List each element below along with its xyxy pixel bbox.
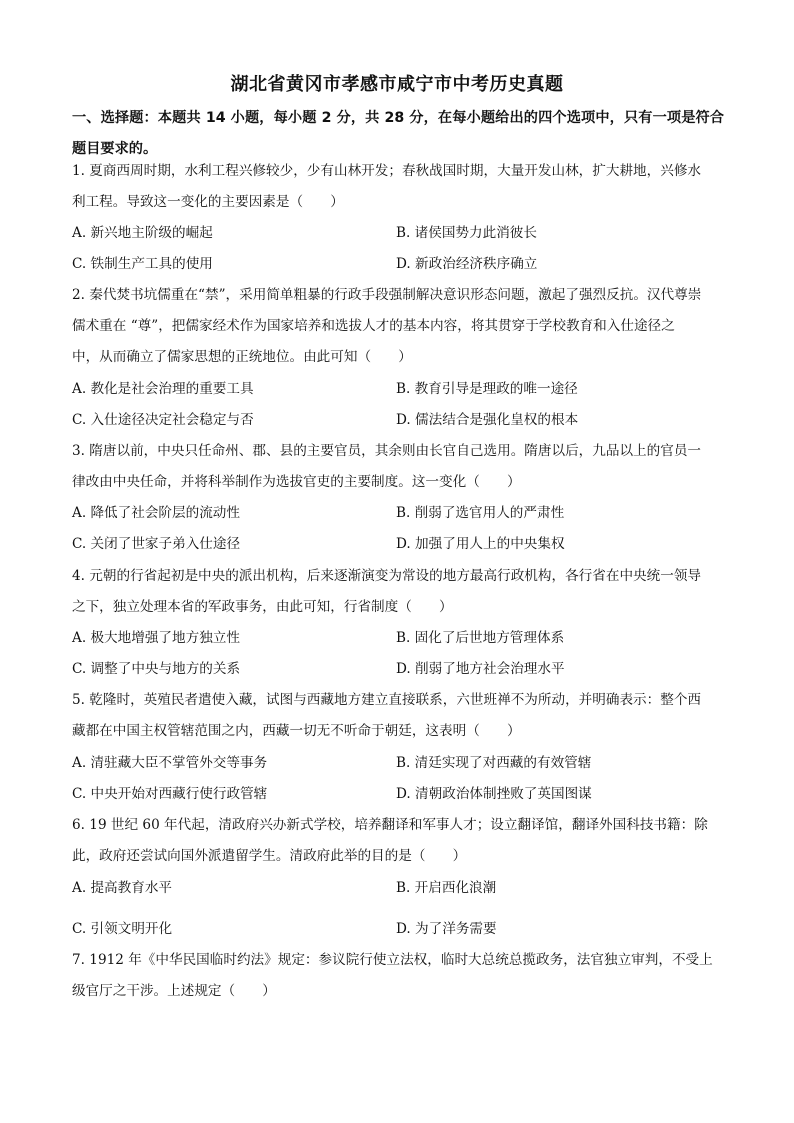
question-2-stem-line-2: 儒术重在 “尊”，把儒家经术作为国家培养和选拔人才的基本内容，将其贯穿于学校教育和入仕途径之 [72,318,675,334]
question-3-stem-line-2: 律改由中央任命，并将科举制作为选拔官吏的主要制度。这一变化（ ） [72,474,521,490]
question-2-stem-line-3: 中，从而确立了儒家思想的正统地位。由此可知（ ） [72,349,412,365]
question-5-option-d: D. 清朝政治体制挫败了英国图谋 [396,786,592,802]
question-2-stem-line-1: 2. 秦代焚书坑儒重在“禁”，采用简单粗暴的行政手段强制解决意识形态问题，激起了强烈反抗。汉代尊崇 [72,287,702,303]
question-5-option-a: A. 清驻藏大臣不掌管外交等事务 [72,755,268,771]
question-7-stem-line-1: 7. 1912 年《中华民国临时约法》规定：参议院行使立法权，临时大总统总揽政务，法官独立审判，不受上 [72,952,713,968]
question-2-option-a: A. 教化是社会治理的重要工具 [72,381,254,397]
question-4-option-d: D. 削弱了地方社会治理水平 [396,661,565,677]
question-4-option-c: C. 调整了中央与地方的关系 [72,661,241,677]
question-1-option-d: D. 新政治经济秩序确立 [396,256,538,272]
question-4-stem-line-2: 之下，独立处理本省的军政事务，由此可知，行省制度（ ） [72,599,453,615]
question-2-option-c: C. 入仕途径决定社会稳定与否 [72,412,254,428]
page-title: 湖北省黄冈市孝感市咸宁市中考历史真题 [230,74,564,95]
question-7-stem-line-2: 级官厅之干涉。上述规定（ ） [72,983,276,999]
question-3-option-a: A. 降低了社会阶层的流动性 [72,505,240,521]
question-4-option-a: A. 极大地增强了地方独立性 [72,630,240,646]
question-1-stem-line-1: 1. 夏商西周时期，水利工程兴修较少，少有山林开发；春秋战国时期，大量开发山林，扩大耕地，兴修水 [72,163,702,179]
question-1-option-a: A. 新兴地主阶级的崛起 [72,225,213,241]
question-5-option-c: C. 中央开始对西藏行使行政管辖 [72,786,268,802]
question-6-stem-line-2: 此，政府还尝试向国外派遣留学生。清政府此举的目的是（ ） [72,848,467,864]
question-5-stem-line-2: 藏都在中国主权管辖范围之内，西藏一切无不听命于朝廷，这表明（ ） [72,723,521,739]
question-6-option-d: D. 为了洋务需要 [396,921,497,937]
question-6-stem-line-1: 6. 19 世纪 60 年代起，清政府兴办新式学校，培养翻译和军事人才；设立翻译馆，翻译外国科技书籍：除 [72,817,708,833]
question-2-option-d: D. 儒法结合是强化皇权的根本 [396,412,579,428]
question-6-option-c: C. 引领文明开化 [72,921,173,937]
section-heading: 一、选择题：本题共 14 小题，每小题 2 分，共 28 分，在每小题给出的四个选项中，只有一项是符合题目要求的。 [72,110,724,157]
question-5-option-b: B. 清廷实现了对西藏的有效管辖 [396,755,592,771]
question-6-option-a: A. 提高教育水平 [72,880,173,896]
question-1-stem-line-2: 利工程。导致这一变化的主要因素是（ ） [72,194,344,210]
question-1-option-b: B. 诸侯国势力此消彼长 [396,225,537,241]
question-3-option-c: C. 关闭了世家子弟入仕途径 [72,536,241,552]
question-6-option-b: B. 开启西化浪潮 [396,880,497,896]
question-3-option-b: B. 削弱了选官用人的严肃性 [396,505,565,521]
question-1-option-c: C. 铁制生产工具的使用 [72,256,213,272]
question-4-stem-line-1: 4. 元朝的行省起初是中央的派出机构，后来逐渐演变为常设的地方最高行政机构，各行省在中央统一领导 [72,568,702,584]
question-3-stem-line-1: 3. 隋唐以前，中央只任命州、郡、县的主要官员，其余则由长官自己选用。隋唐以后，九品以上的官员一 [72,443,702,459]
question-2-option-b: B. 教育引导是理政的唯一途径 [396,381,578,397]
question-5-stem-line-1: 5. 乾隆时，英殖民者遣使入藏，试图与西藏地方建立直接联系，六世班禅不为所动，并明确表示：整个西 [72,692,702,708]
question-4-option-b: B. 固化了后世地方管理体系 [396,630,565,646]
question-3-option-d: D. 加强了用人上的中央集权 [396,536,565,552]
